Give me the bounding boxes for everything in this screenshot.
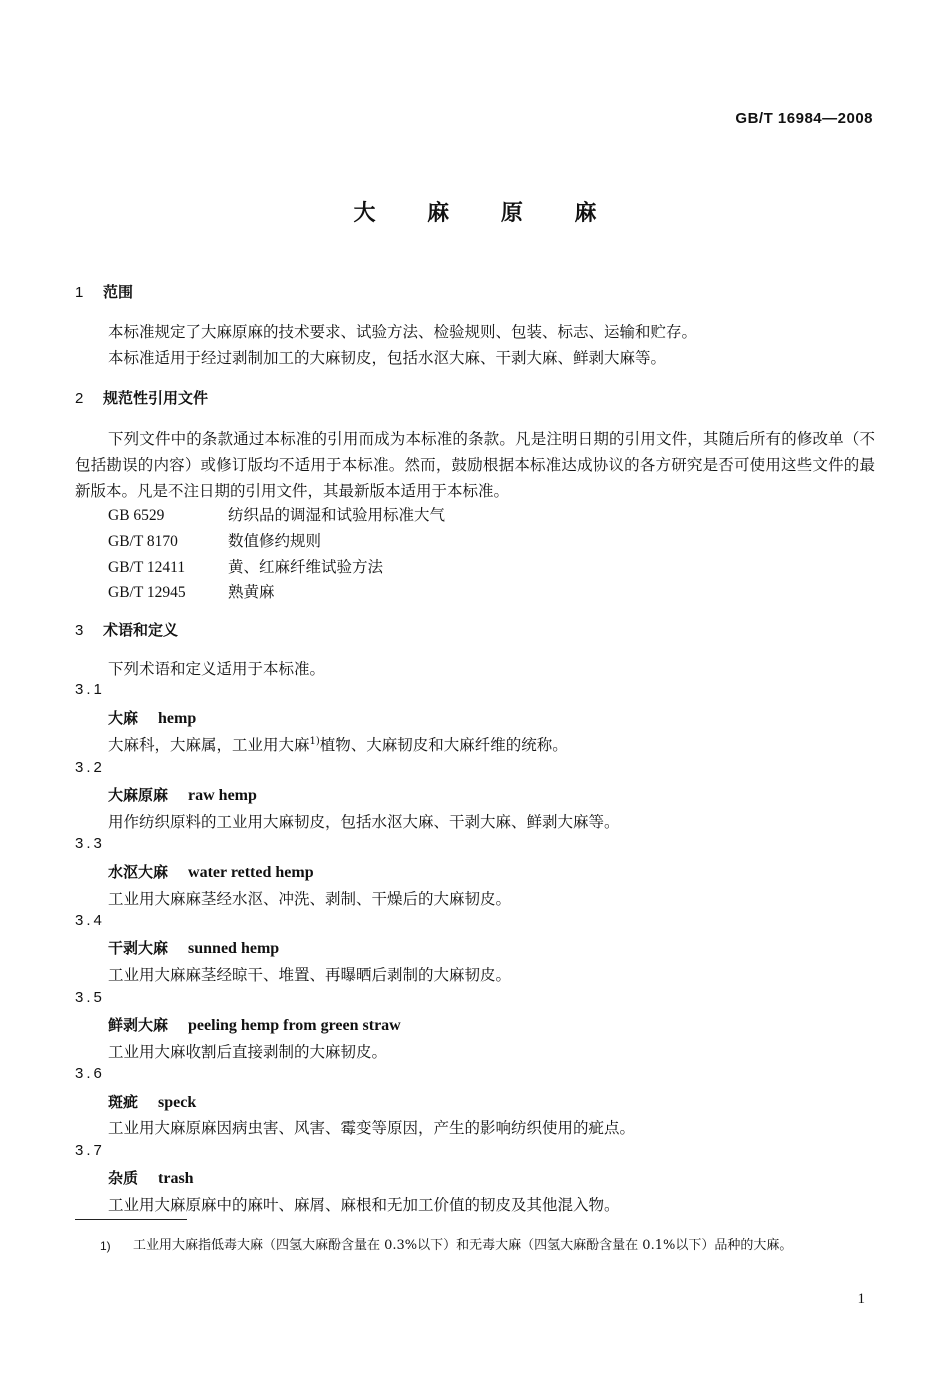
term-chinese: 大麻原麻: [108, 786, 169, 804]
reference-item: [108, 503, 445, 525]
term-heading: [108, 937, 279, 958]
term-english: water retted hemp: [188, 864, 314, 881]
reference-title: 熟黄麻: [228, 583, 275, 601]
reference-title: 纺织品的调湿和试验用标准大气: [228, 506, 446, 524]
reference-item: [108, 580, 275, 602]
definition-text: 植物、大麻韧皮和大麻纤维的统称。: [319, 736, 568, 754]
section-3-intro: 下列术语和定义适用于本标准。: [108, 660, 326, 678]
footnote-reference: 1): [309, 736, 320, 747]
term-chinese: 斑疵: [108, 1093, 139, 1111]
document-title: 大 麻 原 麻: [353, 201, 619, 226]
section-1-paragraph: 本标准规定了大麻原麻的技术要求、试验方法、检验规则、包装、标志、运输和贮存。: [108, 323, 698, 341]
clause-number: 3.3: [75, 835, 105, 852]
section-1-paragraph: 本标准适用于经过剥制加工的大麻韧皮，包括水沤大麻、干剥大麻、鲜剥大麻等。: [108, 349, 667, 367]
section-1-heading: [75, 281, 133, 302]
footnote-divider: [75, 1219, 187, 1220]
page-number: 1: [857, 1291, 865, 1307]
standard-code: GB/T 16984—2008: [735, 110, 873, 127]
clause-number: 3.4: [75, 912, 105, 929]
clause-number: 3.7: [75, 1142, 105, 1159]
reference-item: [108, 555, 383, 577]
section-title: 规范性引用文件: [103, 389, 209, 407]
term-heading: [108, 861, 314, 882]
definition-text: 大麻科，大麻属，工业用大麻: [108, 736, 310, 754]
term-definition: 工业用大麻原麻因病虫害、风害、霉变等原因，产生的影响纺织使用的疵点。: [108, 1119, 636, 1137]
term-chinese: 大麻: [108, 709, 139, 727]
term-english: trash: [158, 1170, 194, 1187]
reference-title: 黄、红麻纤维试验方法: [228, 558, 384, 576]
clause-number: 3.2: [75, 759, 105, 776]
section-number: 3: [75, 622, 84, 639]
reference-title: 数值修约规则: [228, 532, 322, 550]
term-heading: [108, 707, 196, 728]
reference-code: GB/T 12411: [108, 559, 186, 576]
section-title: 术语和定义: [103, 621, 179, 639]
term-chinese: 水沤大麻: [108, 863, 169, 881]
section-3-heading: [75, 619, 178, 640]
term-english: sunned hemp: [188, 940, 280, 957]
term-chinese: 鲜剥大麻: [108, 1016, 169, 1034]
clause-number: 3.6: [75, 1065, 105, 1082]
term-english: raw hemp: [188, 787, 257, 804]
clause-number: 3.1: [75, 681, 105, 698]
term-english: peeling hemp from green straw: [188, 1017, 401, 1034]
term-definition: 工业用大麻收割后直接剥制的大麻韧皮。: [108, 1043, 388, 1061]
section-2-heading: [75, 387, 208, 408]
term-chinese: 干剥大麻: [108, 939, 169, 957]
reference-code: GB/T 8170: [108, 533, 178, 550]
term-definition: 工业用大麻麻茎经晾干、堆置、再曝晒后剥制的大麻韧皮。: [108, 966, 512, 984]
term-heading: [108, 1014, 401, 1035]
section-number: 1: [75, 284, 84, 301]
reference-code: GB/T 12945: [108, 584, 186, 601]
section-title: 范围: [103, 283, 134, 301]
footnote: [100, 1235, 875, 1257]
section-number: 2: [75, 390, 84, 407]
reference-item: [108, 529, 321, 551]
term-heading: [108, 1167, 194, 1188]
term-chinese: 杂质: [108, 1169, 139, 1187]
reference-code: GB 6529: [108, 507, 165, 524]
term-english: hemp: [158, 710, 197, 727]
section-2-intro: 下列文件中的条款通过本标准的引用而成为本标准的条款。凡是注明日期的引用文件，其随后所有的修改单（不包括勘误的内容）或修订版均不适用于本标准。然而，鼓励根据本标准达成协议的各方研究是否可使用这些文件的最新版本。凡是不注日期的引用文件，其最新版本适用于本标准。: [75, 430, 875, 500]
term-heading: [108, 784, 257, 805]
term-english: speck: [158, 1094, 197, 1111]
footnote-text: 工业用大麻指低毒大麻（四氢大麻酚含量在 0.3%以下）和无毒大麻（四氢大麻酚含量在 0.1%以下）品种的大麻。: [133, 1238, 793, 1253]
term-definition: 工业用大麻麻茎经水沤、冲洗、剥制、干燥后的大麻韧皮。: [108, 890, 512, 908]
footnote-mark: 1): [100, 1239, 111, 1253]
clause-number: 3.5: [75, 989, 105, 1006]
term-definition: [108, 733, 568, 755]
term-definition: 用作纺织原料的工业用大麻韧皮，包括水沤大麻、干剥大麻、鲜剥大麻等。: [108, 813, 620, 831]
term-definition: 工业用大麻原麻中的麻叶、麻屑、麻根和无加工价值的韧皮及其他混入物。: [108, 1196, 620, 1214]
term-heading: [108, 1091, 196, 1112]
